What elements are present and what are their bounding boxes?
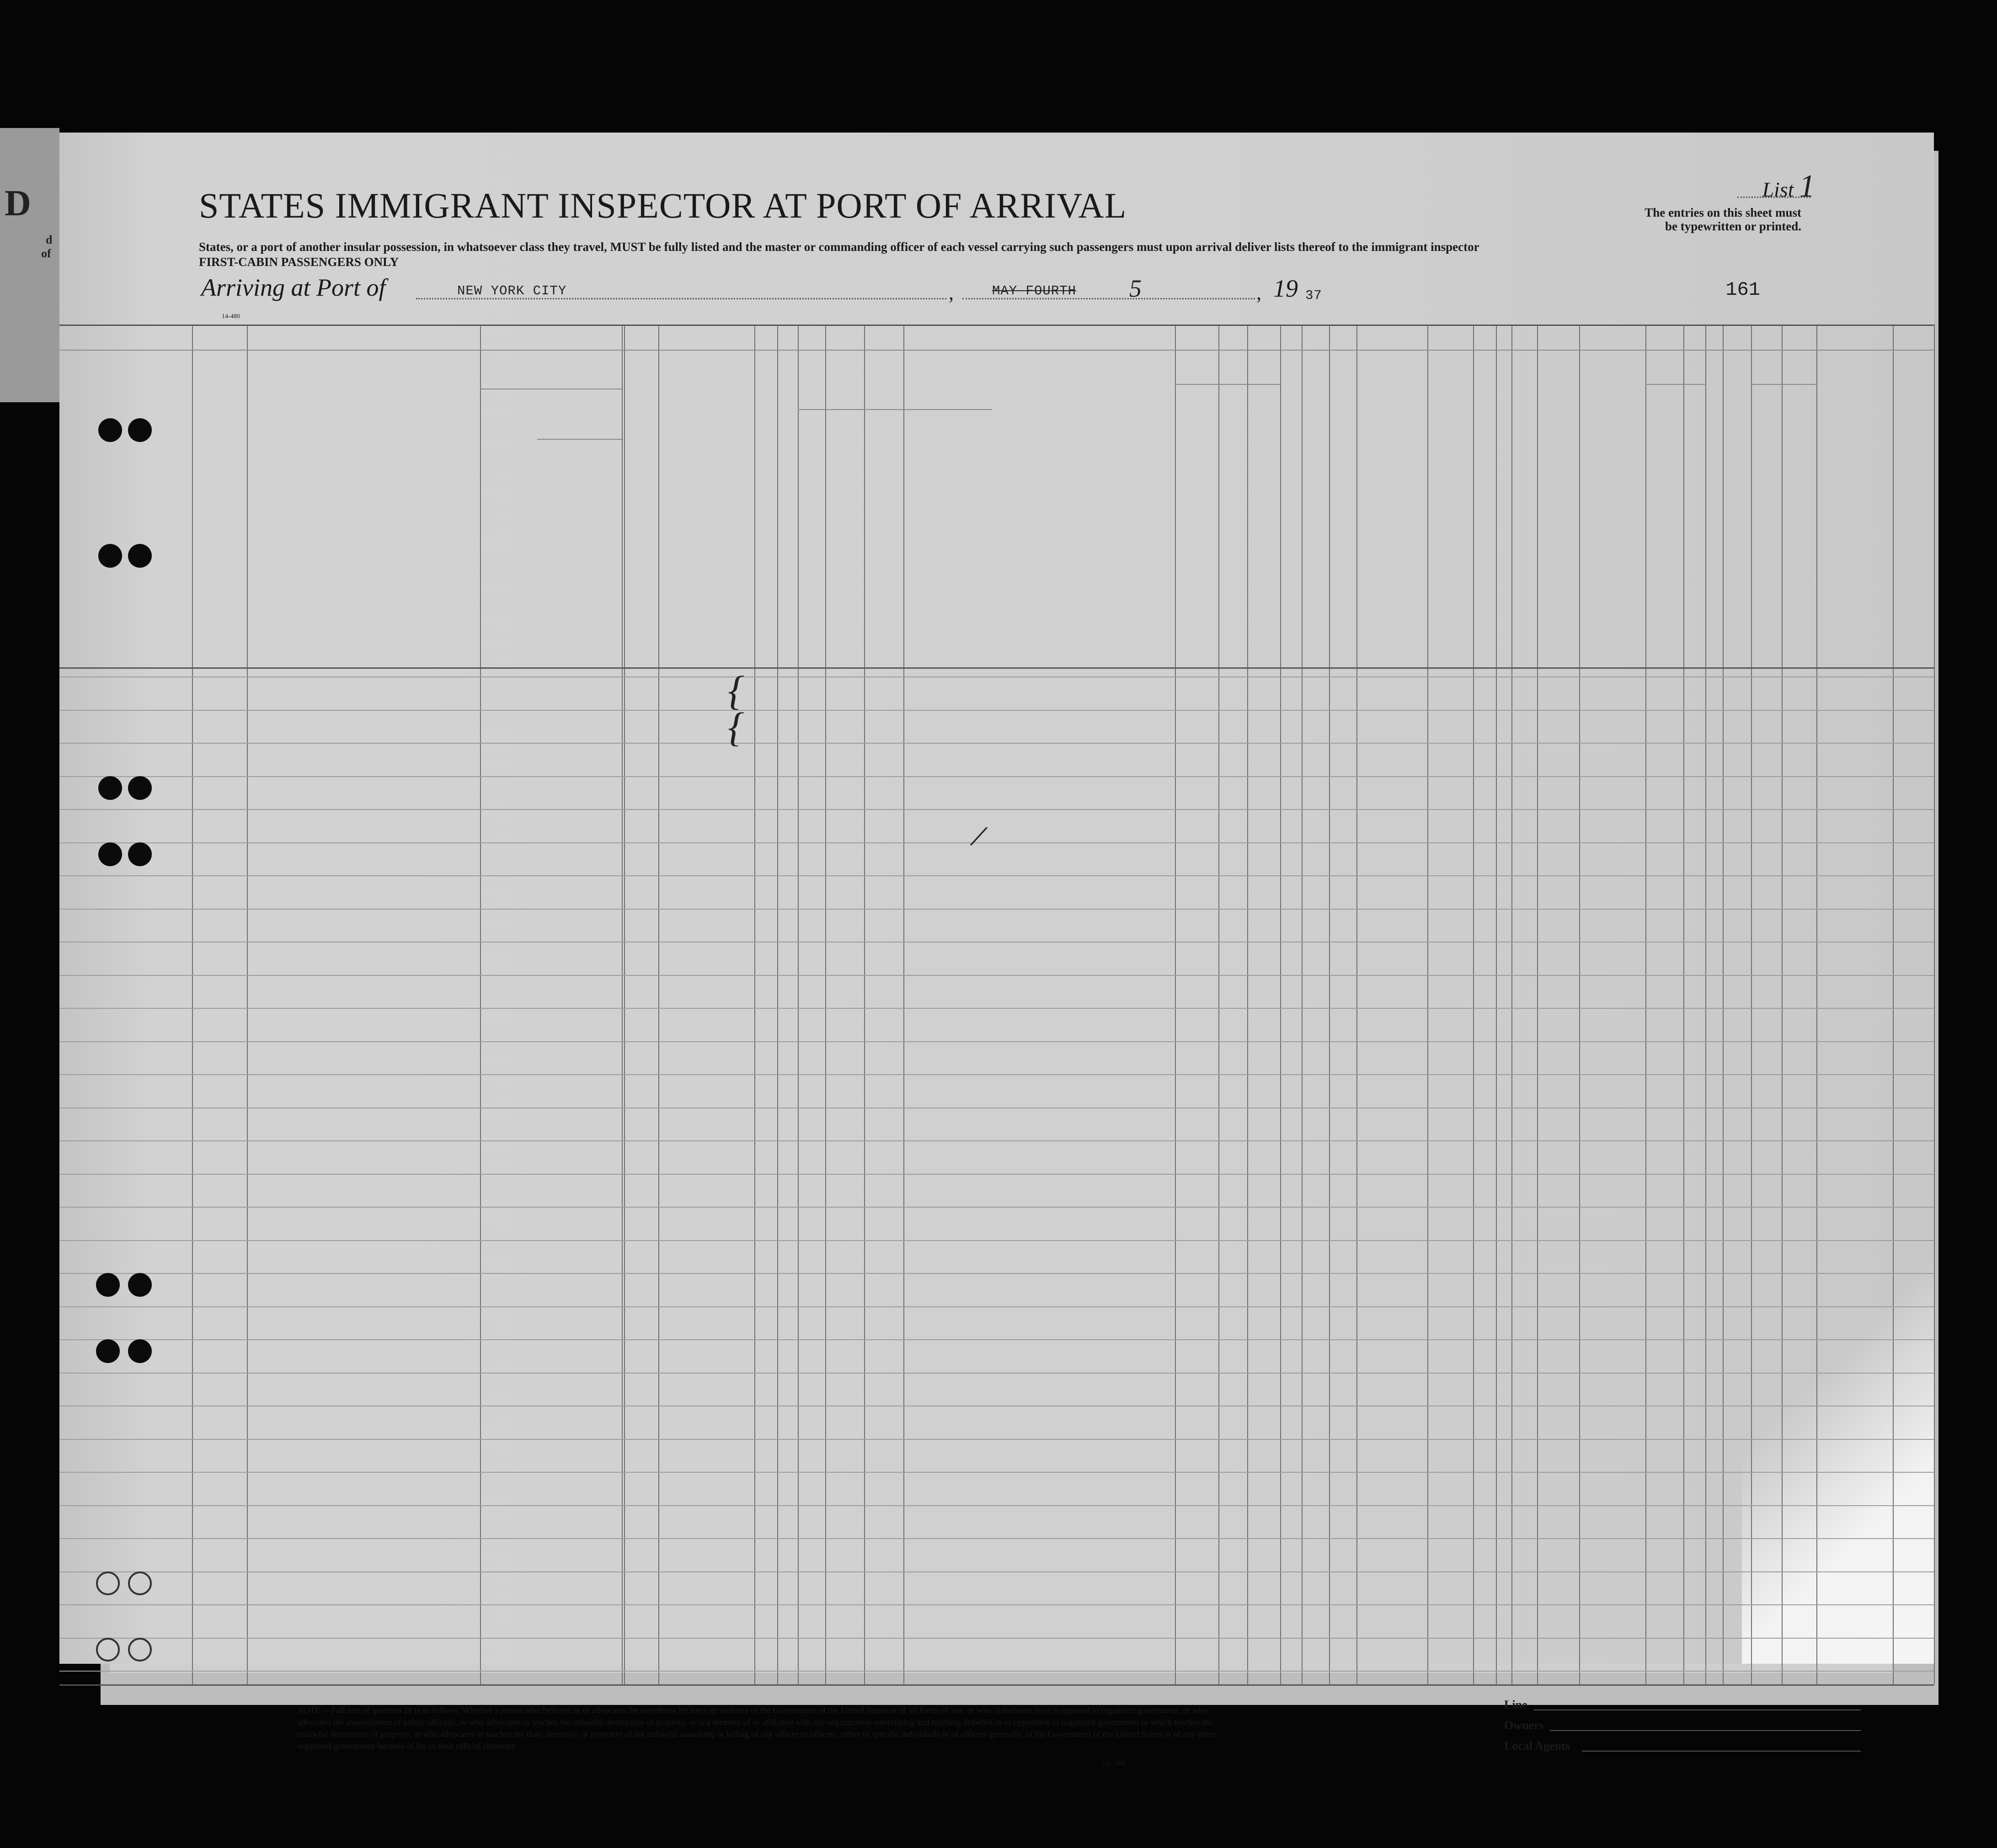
grid-vline xyxy=(1511,325,1512,1684)
binding-hole xyxy=(96,1339,120,1363)
grid-hline-row xyxy=(59,842,1934,843)
binding-hole xyxy=(96,1638,120,1662)
binding-hole xyxy=(128,1339,152,1363)
grid-hline-row xyxy=(59,1571,1934,1572)
grid-hline-row xyxy=(59,1008,1934,1009)
binding-hole xyxy=(98,776,122,800)
grid-hline-row xyxy=(59,942,1934,943)
grid-hline-top xyxy=(59,325,1934,326)
grid-vline xyxy=(1280,325,1281,1684)
grid-hline-row xyxy=(59,743,1934,744)
entries-note-line-1: The entries on this sheet must xyxy=(1645,206,1801,219)
grid-hline-row xyxy=(59,1505,1934,1506)
grid-vline xyxy=(1427,325,1428,1684)
grid-vline xyxy=(798,325,799,1684)
grid-vline xyxy=(192,325,193,1684)
owners-field[interactable] xyxy=(1550,1730,1861,1731)
year-suffix: 37 xyxy=(1305,288,1322,303)
grid-hline-row xyxy=(59,676,1934,677)
grid-hline-row xyxy=(59,776,1934,777)
date-handwritten: 5 xyxy=(1129,275,1142,302)
grid-hline-row xyxy=(59,875,1934,876)
local-agents-field[interactable] xyxy=(1582,1751,1861,1752)
grid-vline xyxy=(754,325,755,1684)
list-number: 1 xyxy=(1799,169,1815,204)
binding-hole xyxy=(128,776,152,800)
manifest-sheet xyxy=(59,133,1934,1767)
comma-2: , xyxy=(1256,282,1261,304)
grid-hline-row xyxy=(59,1306,1934,1307)
grid-hline-row xyxy=(59,1538,1934,1539)
grid-hline-row xyxy=(59,909,1934,910)
grid-hline-row xyxy=(59,1207,1934,1208)
grid-hline-bottom xyxy=(59,1684,1934,1686)
line-label: Line xyxy=(1504,1698,1527,1711)
grid-vline xyxy=(1705,325,1706,1684)
brace-mark: { xyxy=(728,705,744,750)
binding-hole xyxy=(128,842,152,866)
grid-vline xyxy=(1645,325,1646,1684)
grid-hline-row xyxy=(59,1439,1934,1440)
grid-hline-row xyxy=(59,809,1934,810)
grid-hline-row xyxy=(59,1671,1934,1672)
grid-vline xyxy=(624,325,625,1684)
list-label-text: List xyxy=(1762,178,1794,201)
manifest-table xyxy=(59,325,1934,1550)
form-subtitle: States, or a port of another insular possession, in whatsoever class they travel, MUST be fully listed and the master or commanding officer of each vessel carrying such passengers must upon arrival deliver lists thereof to the immigrant inspector xyxy=(199,240,1479,254)
grid-vline xyxy=(658,325,659,1684)
subline-height xyxy=(1645,384,1705,385)
entries-note-line-2: be typewritten or printed. xyxy=(1665,219,1801,233)
grid-vline xyxy=(1175,325,1176,1684)
binding-hole xyxy=(128,544,152,568)
grid-hline-row xyxy=(59,1472,1934,1473)
binding-hole xyxy=(98,842,122,866)
grid-vline xyxy=(1934,325,1935,1684)
binding-hole xyxy=(96,1571,120,1595)
grid-hline-row xyxy=(59,1041,1934,1042)
binding-hole xyxy=(128,1273,152,1297)
subline-if-yes xyxy=(798,409,992,410)
grid-vline xyxy=(247,325,248,1684)
pencil-tick: / xyxy=(969,818,988,855)
form-code: 14-480 xyxy=(222,313,240,320)
grid-vline xyxy=(1816,325,1817,1684)
grid-hline-colnums xyxy=(59,350,1934,351)
grid-hline-row xyxy=(59,1240,1934,1241)
subline-usa xyxy=(537,439,622,440)
class-line: FIRST-CABIN PASSENGERS ONLY xyxy=(199,255,399,269)
grid-vline xyxy=(825,325,826,1684)
grid-hline-row xyxy=(59,1373,1934,1374)
grid-vline xyxy=(1751,325,1752,1684)
grid-vline xyxy=(1356,325,1357,1684)
binding-hole xyxy=(128,1571,152,1595)
list-underline xyxy=(1737,197,1810,198)
date-typed: MAY FOURTH xyxy=(992,283,1077,298)
grid-vline xyxy=(864,325,865,1684)
local-agents-label: Local Agents xyxy=(1504,1739,1570,1752)
grid-hline-row xyxy=(59,975,1934,976)
sheet-number: 161 xyxy=(1725,279,1760,301)
binding-hole xyxy=(128,418,152,442)
binding-hole xyxy=(98,418,122,442)
grid-vline xyxy=(1683,325,1684,1684)
grid-vline xyxy=(1329,325,1330,1684)
grid-vline xyxy=(903,325,904,1684)
grid-vline xyxy=(1579,325,1580,1684)
grid-hline-row xyxy=(59,1339,1934,1340)
grid-vline xyxy=(1302,325,1303,1684)
grid-vline xyxy=(1723,325,1724,1684)
brace-mark: { xyxy=(728,668,744,714)
year-prefix: 19 xyxy=(1273,275,1298,302)
grid-vline xyxy=(1473,325,1474,1684)
list-label xyxy=(1762,168,1815,205)
grid-hline-row xyxy=(59,1638,1934,1639)
grid-vline xyxy=(1496,325,1497,1684)
grid-vline xyxy=(1247,325,1248,1684)
grid-vline xyxy=(1218,325,1219,1684)
grid-hline-row xyxy=(59,1074,1934,1075)
grid-hline-header-bottom xyxy=(59,667,1934,669)
grid-hline-row xyxy=(59,1174,1934,1175)
grid-vline xyxy=(1893,325,1894,1684)
grid-vline xyxy=(622,325,623,1684)
subline-purpose xyxy=(1175,384,1280,385)
arriving-label: Arriving at Port of xyxy=(201,274,386,301)
binding-hole xyxy=(128,1638,152,1662)
grid-vline xyxy=(1537,325,1538,1684)
grid-hline-row xyxy=(59,1140,1934,1141)
entries-note xyxy=(1645,206,1801,233)
comma-1: , xyxy=(949,282,954,304)
grid-vline xyxy=(1782,325,1783,1684)
binding-hole xyxy=(96,1273,120,1297)
left-page-fragment: D d of xyxy=(0,128,59,402)
binding-hole xyxy=(98,544,122,568)
grid-vline xyxy=(480,325,481,1684)
grid-hline-row xyxy=(59,1604,1934,1605)
port-value: NEW YORK CITY xyxy=(457,283,567,298)
owners-label: Owners xyxy=(1504,1719,1544,1732)
footer-code: 14—480 xyxy=(1102,1760,1126,1767)
subline-color xyxy=(1751,384,1817,385)
footnote-q28: NOTE.—Full text of question 28 is as follows: Whether a person who believes in or advocates the overthrow by force or violence of the Government of the United States or of all forms of law, or who disbelieves in or is opposed to organized government, or who advocates the assassination of public officials, or who advocates or teaches the unlawful destruction of property, or is a member of or affiliated with any organization entertaining and teaching disbelief in or opposition to organized government or which teaches the unlawful destruction of property, or who advocates or teaches the duty, necessity, or propriety of the unlawful assaulting or killing of any officer or officers, either of specific individuals or of officers generally, of the Government of the United States or of any other organized government because of his or their official character. xyxy=(297,1706,1216,1751)
form-title: STATES IMMIGRANT INSPECTOR AT PORT OF ARRIVAL xyxy=(199,186,1127,225)
grid-vline xyxy=(777,325,778,1684)
grid-hline-row xyxy=(59,1273,1934,1274)
grid-hline-row xyxy=(59,710,1934,711)
